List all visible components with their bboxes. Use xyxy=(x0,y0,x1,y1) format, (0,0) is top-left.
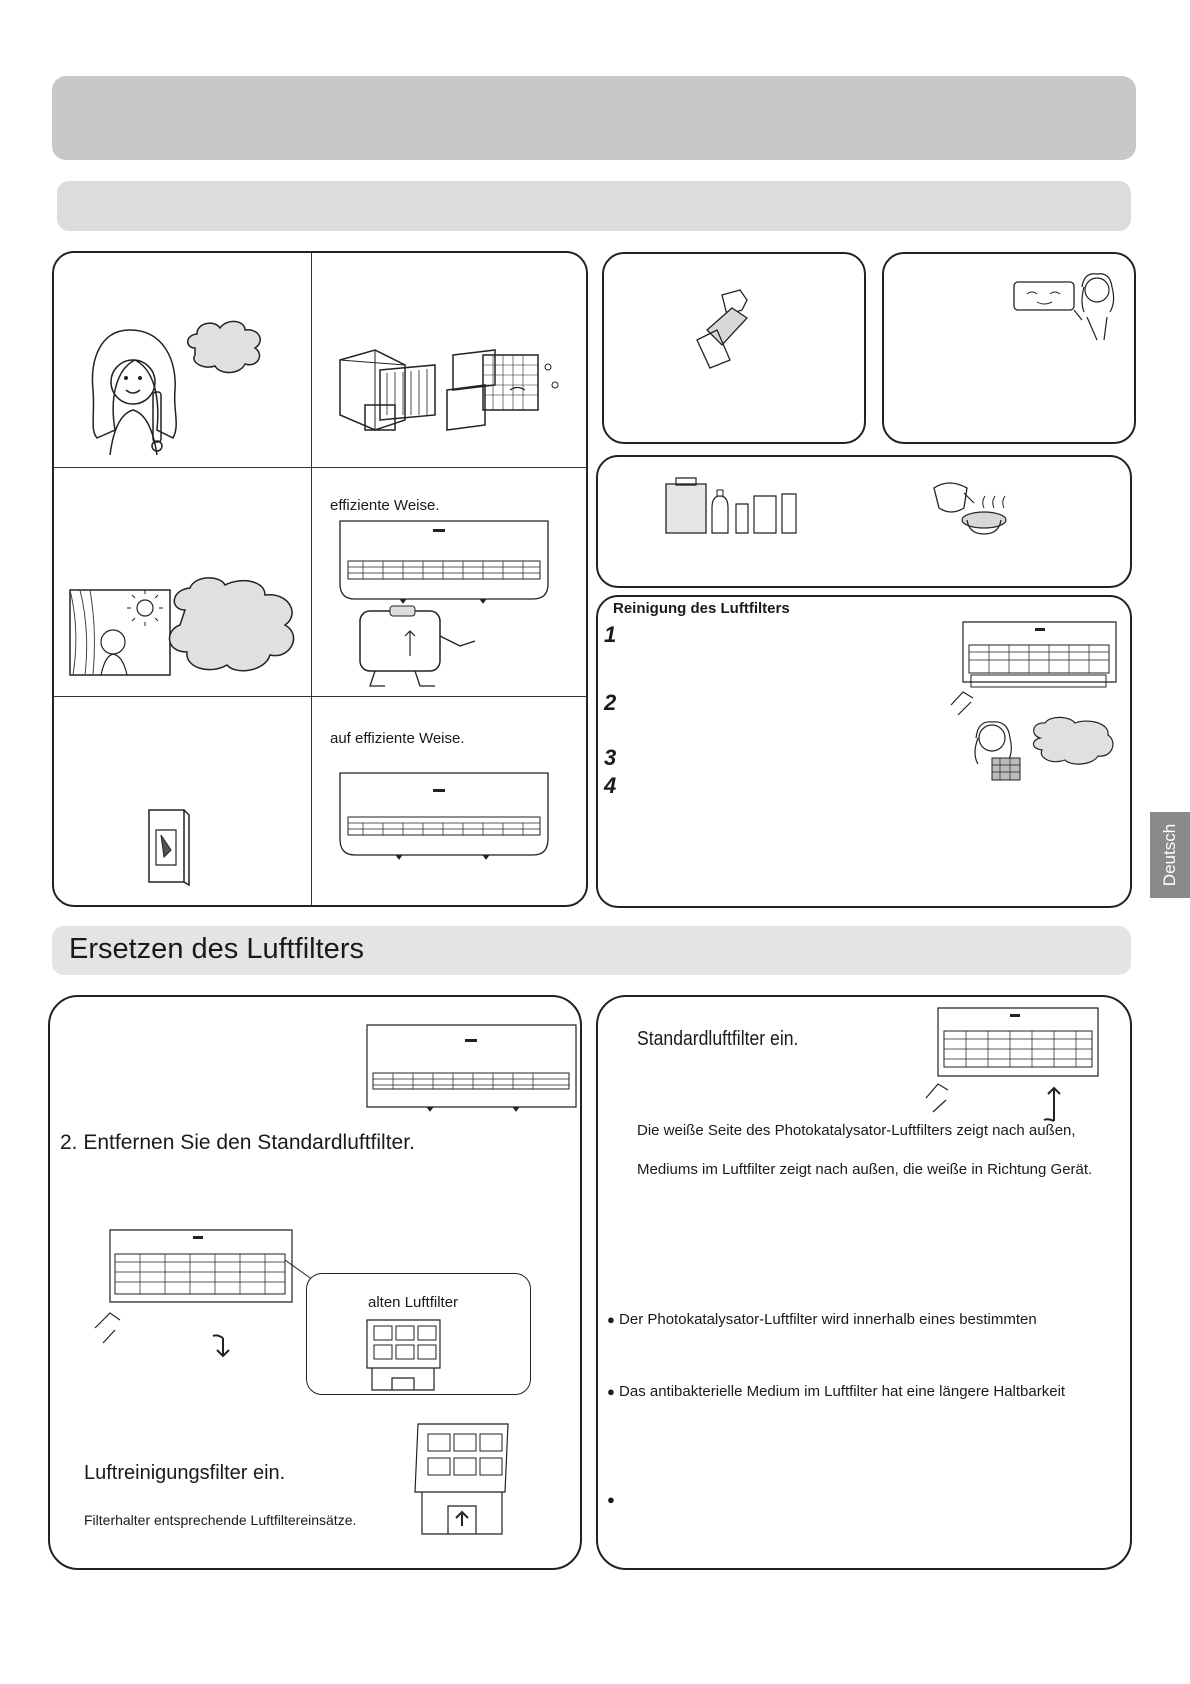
cleaning-step-number: 3 xyxy=(604,745,617,770)
insert-standard-filter-illustration xyxy=(918,1006,1100,1121)
open-panel-filter-illustration xyxy=(943,620,1118,720)
girl-thermometer-illustration xyxy=(85,320,305,455)
bullet-dot: ● xyxy=(607,1384,615,1399)
bullet-item xyxy=(607,1491,615,1508)
cleaning-step-number: 4 xyxy=(604,773,617,798)
cleaning-step-number: 1 xyxy=(604,622,617,647)
bullet-item xyxy=(607,1311,1037,1328)
old-filter-illustration xyxy=(362,1318,444,1392)
hot-water-kettle-illustration xyxy=(929,478,1011,538)
ac-unit-front-illustration xyxy=(338,771,550,857)
replace-step3-text: Luftreinigungsfilter ein. xyxy=(84,1462,286,1484)
orientation-line-2: Mediums im Luftfilter zeigt nach außen, die weiße in Richtung Gerät. xyxy=(637,1161,1093,1178)
bullet-text: Das antibakterielle Medium im Luftfilter hat eine längere Haltbarkeit xyxy=(619,1383,1066,1400)
power-switch-illustration xyxy=(144,805,192,887)
girl-filter-cloud-illustration xyxy=(970,720,1118,782)
replace-right-heading: Standardluftfilter ein. xyxy=(637,1028,799,1050)
language-tab-label: Deutsch xyxy=(1160,823,1179,887)
cloth-wipe-illustration xyxy=(692,290,762,368)
replace-step3-subtext: Filterhalter entsprechende Luftfiltereinsätze. xyxy=(84,1512,357,1528)
grid-divider-row2 xyxy=(53,696,587,697)
replace-section-title: Ersetzen des Luftfilters xyxy=(69,933,364,965)
row2-right-text: effiziente Weise. xyxy=(330,497,440,514)
subheader-banner xyxy=(57,181,1131,231)
row3-right-text: auf effiziente Weise. xyxy=(330,730,465,747)
cleaning-step-number: 2 xyxy=(604,690,617,715)
cleaning-filter-title: Reinigung des Luftfilters xyxy=(613,600,790,617)
grid-divider-vertical xyxy=(311,252,312,906)
old-filter-callout-text: alten Luftfilter xyxy=(368,1294,459,1311)
robot-unit-illustration xyxy=(355,606,480,688)
orientation-line-1: Die weiße Seite des Photokatalysator-Luftfilters zeigt nach außen, xyxy=(637,1122,1076,1139)
girl-remote-illustration xyxy=(1012,272,1120,340)
bullet-dot: ● xyxy=(607,1312,615,1327)
remove-filter-illustration xyxy=(85,1228,295,1356)
bullet-dot: ● xyxy=(607,1492,615,1507)
header-banner xyxy=(52,76,1136,160)
grid-divider-row1 xyxy=(53,467,587,468)
replace-step2-text: 2. Entfernen Sie den Standardluftfilter. xyxy=(60,1131,415,1154)
detergent-bottles-illustration xyxy=(664,478,799,535)
ac-unit-illustration xyxy=(338,519,550,601)
install-purifying-filter-illustration xyxy=(410,1422,512,1536)
bullet-text: Der Photokatalysator-Luftfilter wird innerhalb eines bestimmten xyxy=(619,1311,1037,1328)
ac-unit-closed-illustration xyxy=(365,1023,578,1109)
blocked-unit-illustration xyxy=(335,345,565,445)
bullet-item xyxy=(607,1383,1065,1400)
window-sun-illustration xyxy=(65,580,310,680)
language-tab[interactable] xyxy=(1150,812,1190,898)
